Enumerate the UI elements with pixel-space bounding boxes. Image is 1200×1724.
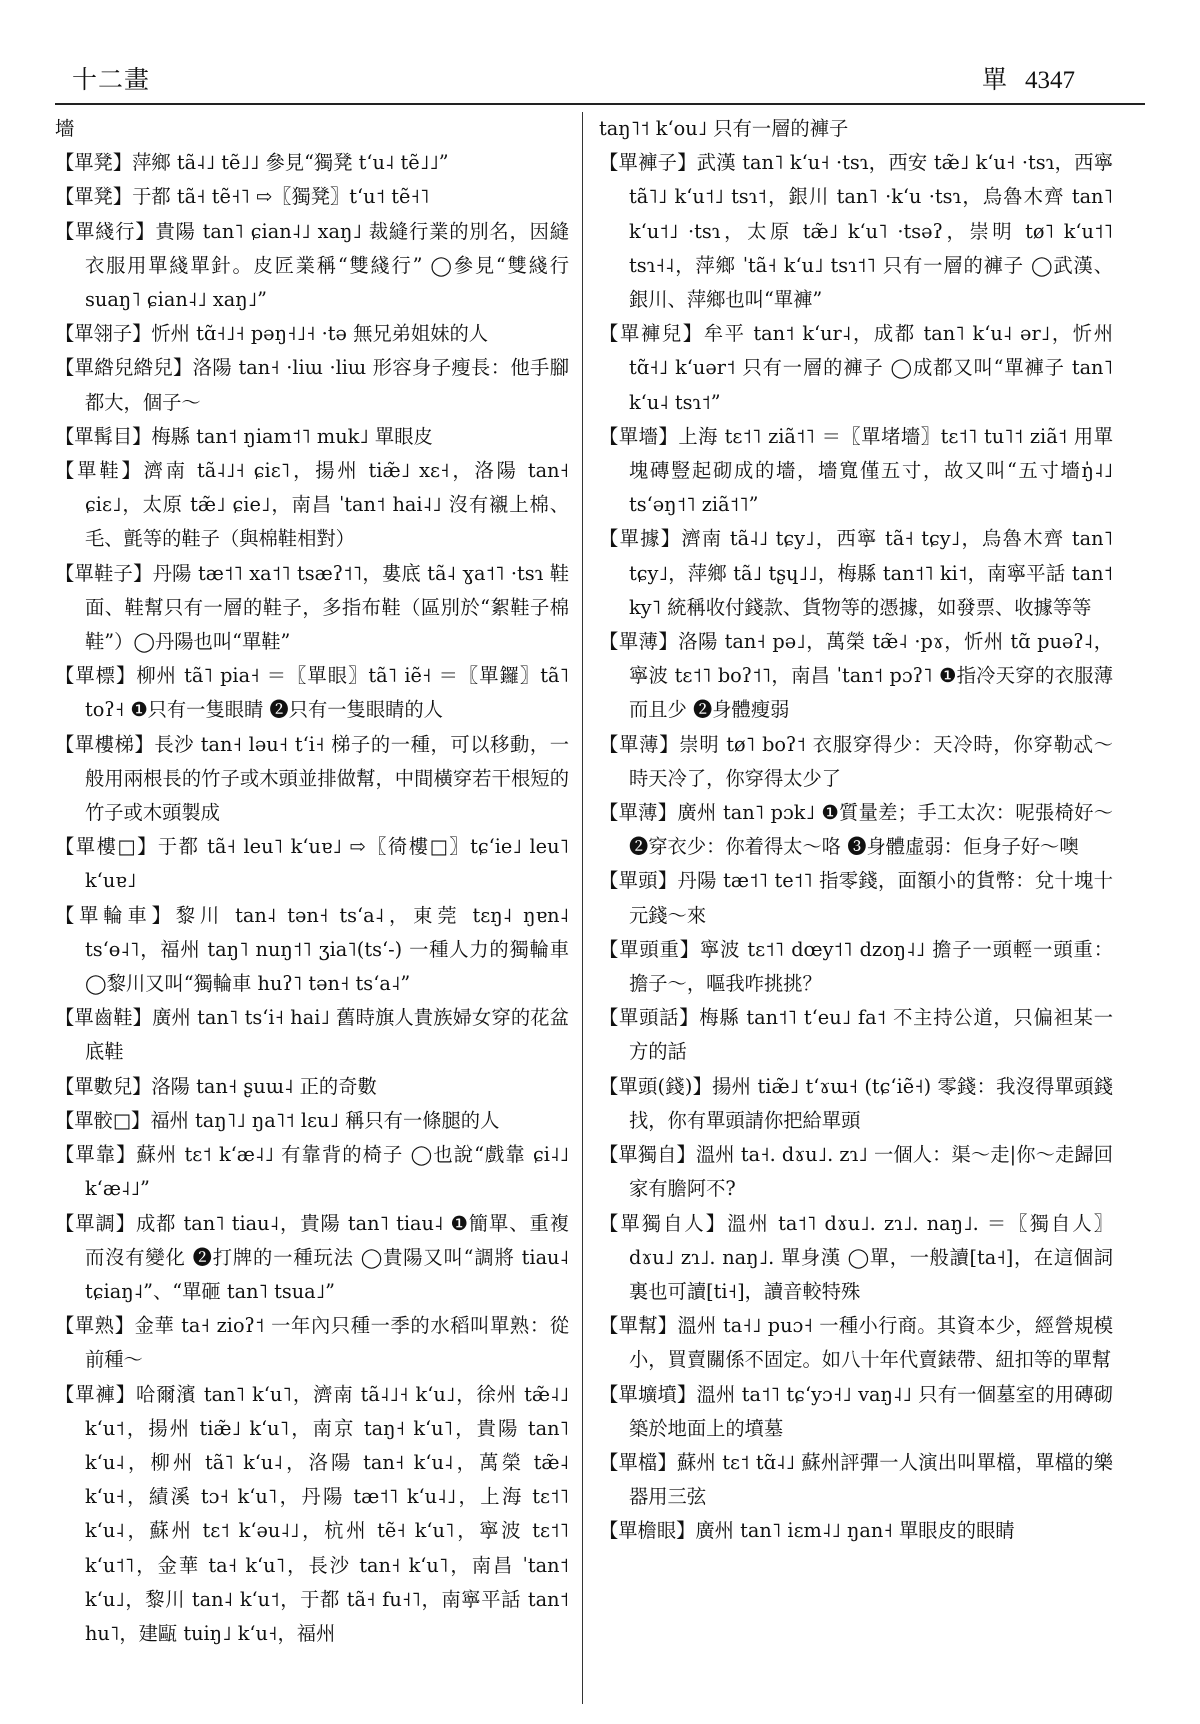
dictionary-entry: 【單靠】蘇州 tɛ˦ k‘æ˨˩ 有靠背的椅子 ◯也說“戲靠 ɕi˨˩ k‘æ˨˩” [55, 1143, 569, 1201]
dictionary-entry: 【單頭(錢)】揚州 tiæ̃˩ t‘ɤɯ˧ (tɕ‘iẽ˧) 零錢：我沒得單頭錢找，你有單頭請你把給單頭 [599, 1074, 1113, 1132]
dictionary-entry: 【單樓□】于都 tã˧ leu˥ k‘uɐ˩ ⇨〖徛樓□〗tɕ‘ie˩ leu˥ k‘uɐ˩ [55, 835, 569, 893]
dictionary-entry: 【單頭話】梅縣 tan˦˥ t‘eu˩ fa˦ 不主持公道，只偏袒某一方的話 [599, 1006, 1113, 1064]
section-title: 十二畫 [72, 65, 151, 94]
dictionary-entry: 【單頭重】寧波 tɛ˦˥ dœy˦˥ dzoŋ˨˩ 擔子一頭輕一頭重：擔子～，嘔我咋挑挑？ [599, 937, 1113, 996]
dictionary-entry: 【單檐眼】廣州 tan˥ iɛm˨˩ ŋan˧ 單眼皮的眼睛 [599, 1519, 1015, 1543]
header-headword: 單 [981, 65, 1007, 94]
dictionary-entry: 【單褲子】武漢 tan˥ k‘u˧ ·tsɿ，西安 tæ̃˩ k‘u˧ ·tsɿ，西寧 tã˥˩ k‘u˦˩ tsɿ˦，銀川 tan˥ ·k‘u ·tsɿ，烏魯木齊 tan˥ k‘u˦˩ ·tsɿ，太原 tæ̃˩ k‘u˥ ·tsəʔ，崇明 tø˥ k‘u˦˥ tsɿ˧˨，萍鄉 ˈtã˧ k‘u˩ tsɿ˦˥ 只有一層的褲子 ◯武漢、銀川、萍鄉也叫“單褲” [599, 151, 1113, 312]
right-column [599, 112, 1113, 1702]
dictionary-entry: 【單薄】廣州 tan˥ pɔk˩ ❶質量差；手工太次：呢張椅好～ ❷穿衣少：你着得太～咯 ❸身體虛弱：佢身子好～噢 [599, 801, 1113, 859]
dictionary-entry: 【單綹兒綹兒】洛陽 tan˧ ·liɯ ·liɯ 形容身子瘦長：他手腳都大，個子～ [55, 356, 569, 414]
dictionary-entry: 【單樓梯】長沙 tan˧ ləu˧ t‘i˧ 梯子的一種，可以移動，一般用兩根長的竹子或木頭並排做幫，中間橫穿若干根短的竹子或木頭製成 [55, 732, 569, 825]
dictionary-entry: 【單凳】萍鄉 tã˨˩ tẽ˩˩ 參見“獨凳 t‘u˨ tẽ˩˩” [55, 151, 449, 175]
dictionary-entry: 【單褲】哈爾濱 tan˥ k‘u˥，濟南 tã˨˩˧ k‘u˩，徐州 tæ̃˨˩ k‘u˦，揚州 tiæ̃˩ k‘u˥，南京 taŋ˧ k‘u˥，貴陽 tan˥ k‘u˨，柳州 tã˥ k‘u˨，洛陽 tan˧ k‘u˨，萬榮 tæ̃˨ k‘u˧，績溪 tɔ˧ k‘u˥，丹陽 tæ˦˥ k‘u˨˩，上海 tɛ˦˥ k‘u˨，蘇州 tɛ˦ k‘əu˨˩，杭州 tẽ˧ k‘u˥，寧波 tɛ˦˥ k‘u˦˥，金華 ta˧ k‘u˥，長沙 tan˧ k‘u˥，南昌 ˈtan˦ k‘u˩，黎川 tan˨ k‘u˦，于都 tã˧ fu˧˥，南寧平話 tan˦ hu˥，建甌 tuiŋ˩ k‘u˧，福州 [55, 1382, 569, 1645]
dictionary-entry: 【單據】濟南 tã˨˩ tɕy˩，西寧 tã˧ tɕy˩，烏魯木齊 tan˥ tɕy˩，萍鄉 tã˩ tʂɥ˩˩，梅縣 tan˦˥ ki˦，南寧平話 tan˦ ky˥ 統稱收付錢款、貨物等的憑據，如發票、收據等等 [599, 527, 1113, 619]
dictionary-entry: 墻 [55, 117, 75, 140]
dictionary-entry: 【單獨自】溫州 ta˧. dɤu˩. zɿ˩ 一個人：渠～走|你～走歸回家有膽阿不? [599, 1143, 1113, 1201]
header-rule [55, 103, 1145, 105]
dictionary-entry: 【單標】柳州 tã˥ pia˧ ＝〖單眼〗tã˥ iẽ˧ ＝〖單鑼〗tã˥ toʔ˧ ❶只有一隻眼睛 ❷只有一隻眼睛的人 [55, 664, 569, 722]
dictionary-entry: 【單齒鞋】廣州 tan˥ ts‘i˧ hai˩ 舊時旗人貴族婦女穿的花盆底鞋 [55, 1006, 569, 1064]
dictionary-entry: 【單幫】溫州 ta˧˩ puɔ˧ 一種小行商。其資本少，經營規模小，買賣關係不固定。如八十年代賣錶帶、紐扣等的單幫 [599, 1314, 1113, 1372]
dictionary-entry: 【單薄】崇明 tø˥ boʔ˦ 衣服穿得少：天冷時，你穿勒忒～時天冷了，你穿得太少了 [599, 732, 1113, 790]
dictionary-entry: 【單骹□】福州 taŋ˥˩ ŋa˥˦ lɛu˩ 稱只有一條腿的人 [55, 1108, 500, 1132]
dictionary-entry: 【單調】成都 tan˥ tiau˨，貴陽 tan˥ tiau˨ ❶簡單、重複而沒有變化 ❷打牌的一種玩法 ◯貴陽又叫“調將 tiau˨ tɕiaŋ˨”、“單砸 tan˥ tsua˩” [55, 1211, 569, 1303]
page-header-right [982, 60, 1075, 96]
dictionary-entry: 【單褲兒】牟平 tan˦ k‘ur˨，成都 tan˥ k‘u˨ ər˩，忻州 tɑ̃˧˩ k‘uər˦ 只有一層的褲子 ◯成都又叫“單褲子 tan˥ k‘u˨ tsɿ˦” [599, 322, 1113, 414]
dictionary-entry: 【單墻】上海 tɛ˦˥ ziã˦˥ ＝〖單堵墻〗tɛ˦˥ tu˥˦ ziã˦ 用單塊磚豎起砌成的墻，墻寬僅五寸，故又叫“五寸墻ŋ̍˨˩ ts‘əŋ˦˥ ziã˦˥” [599, 424, 1113, 517]
dictionary-entry: 【單薄】洛陽 tan˧ pə˩，萬榮 tæ̃˨ ·pɤ，忻州 tɑ̃ puəʔ˨，寧波 tɛ˦˥ boʔ˦˥，南昌 ˈtan˦ pɔʔ˥ ❶指冷天穿的衣服薄而且少 ❷身體瘦弱 [599, 630, 1113, 722]
dictionary-entry: 【單獨自人】溫州 ta˦˥ dɤu˩. zɿ˩. naŋ˩. ＝〖獨自人〗dɤu˩ zɿ˩. naŋ˩. 單身漢 ◯單，一般讀[ta˧]，在這個詞裏也可讀[ti˧]，讀音較特殊 [599, 1211, 1113, 1303]
dictionary-entry: 【單輪車】黎川 tan˨ tən˧ ts‘a˨，東莞 tɛŋ˨ ŋɐn˨ ts‘ɵ˨˥，福州 taŋ˥ nuŋ˦˥ ʒia˥(ts‘-) 一種人力的獨輪車 ◯黎川又叫“獨輪車 huʔ˥ tən˧ ts‘a˨” [55, 903, 569, 996]
dictionary-entry: 【單熟】金華 ta˧ zioʔ˦ 一年內只種一季的水稻叫單熟：從前種～ [55, 1314, 569, 1372]
dictionary-entry: taŋ˥˦ k‘ou˩ 只有一層的褲子 [599, 117, 849, 140]
dictionary-entry: 【單髯目】梅縣 tan˦ ŋiam˦˥ muk˩ 單眼皮 [55, 424, 433, 448]
dictionary-entry: 【單翎子】忻州 tɑ̃˧˩˧ pəŋ˧˩˧ ·tə 無兄弟姐妹的人 [55, 322, 489, 346]
page-number: 4347 [1025, 67, 1075, 94]
dictionary-entry: 【單鞋】濟南 tã˨˩˧ ɕiɛ˥，揚州 tiæ̃˩ xɛ˧，洛陽 tan˧ ɕiɛ˩，太原 tæ̃˩ ɕie˩，南昌 ˈtan˦ hai˨˩ 沒有襯上棉、毛、氈等的鞋子（與棉鞋相對） [55, 459, 569, 551]
dictionary-entry: 【單檔】蘇州 tɛ˦ tɑ̃˨˩ 蘇州評彈一人演出叫單檔，單檔的樂器用三弦 [599, 1450, 1113, 1509]
dictionary-entry: 【單綫行】貴陽 tan˥ ɕian˨˩ xaŋ˩ 裁縫行業的別名，因縫衣服用單綫單針。皮匠業稱“雙綫行” ◯參見“雙綫行 suaŋ˥ ɕian˨˩ xaŋ˩” [55, 219, 569, 312]
left-column [55, 112, 569, 1702]
dictionary-entry: 【單鞋子】丹陽 tæ˦˥ xa˦˥ tsæʔ˦˥，婁底 tã˨ ɣa˦˥ ·tsɿ 鞋面、鞋幫只有一層的鞋子，多指布鞋（區別於“絮鞋子棉鞋”）◯丹陽也叫“單鞋” [55, 561, 569, 654]
dictionary-entry: 【單壙墳】溫州 ta˦˥ tɕ‘yɔ˧˩ vaŋ˨˩ 只有一個墓室的用磚砌築於地面上的墳墓 [599, 1382, 1113, 1440]
dictionary-entry: 【單數兒】洛陽 tan˧ ʂuɯ˨ 正的奇數 [55, 1074, 377, 1098]
column-divider [582, 112, 583, 1704]
dictionary-entry: 【單凳】于都 tã˧ tẽ˧˥ ⇨〖獨凳〗t‘u˦ tẽ˧˥ [55, 185, 430, 209]
dictionary-entry: 【單頭】丹陽 tæ˦˥ te˦˥ 指零錢，面額小的貨幣：兌十塊十元錢～來 [599, 869, 1113, 927]
